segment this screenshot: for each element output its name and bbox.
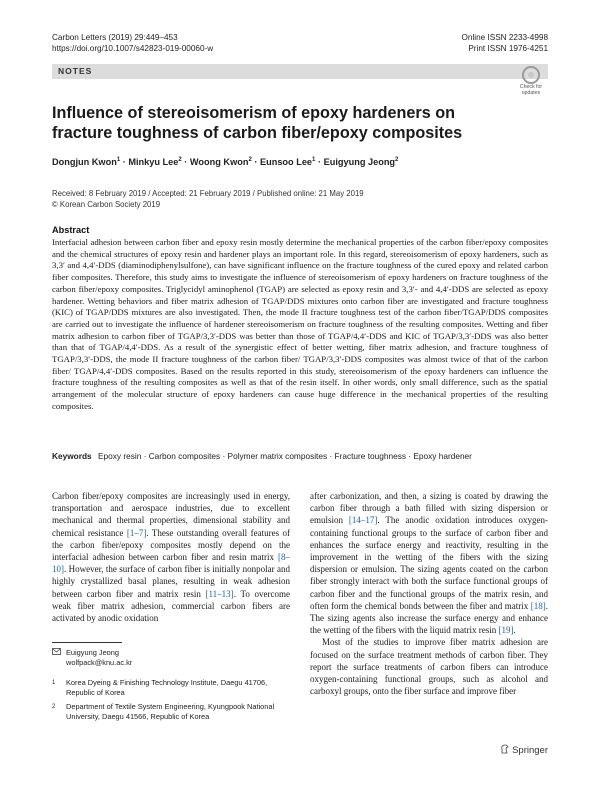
publisher-name: Springer — [512, 745, 548, 756]
badge-text: Check for updates — [519, 84, 543, 96]
body-text: after carbonization, and then, a sizing is coated by drawing the carbon fiber through a bath filled with sizing dispersion or emulsion — [310, 491, 548, 526]
citation-link[interactable]: [19] — [498, 625, 514, 636]
affiliation-footnote — [52, 678, 290, 698]
envelope-icon — [52, 648, 61, 658]
springer-horse-icon — [500, 744, 509, 754]
body-column-right — [310, 490, 548, 697]
author[interactable]: Woong Kwon$^2$ — [189, 157, 252, 168]
affiliation-mark: 2 — [52, 704, 56, 710]
citation-link[interactable]: [1–7] — [126, 527, 147, 538]
received-line: Received: 8 February 2019 / Accepted: 21 February 2019 / Published online: 21 May 2019 — [52, 189, 364, 198]
print-issn: Print ISSN 1976-4251 — [468, 44, 548, 53]
check-for-updates-badge[interactable] — [514, 66, 548, 96]
issn-header — [462, 32, 548, 54]
body-text: . However, the surface of carbon fiber is initially nonpolar and highly crystallized basal planes, resulting in weak adhesion between carbon fiber and matrix resin — [52, 564, 290, 599]
affiliation-text: Department of Textile System Engineering, Kyungpook National University, Daegu 41566, Republic of Korea — [66, 702, 275, 721]
affiliation-footnote — [52, 702, 290, 722]
paper-title: Influence of stereoisomerism of epoxy hardeners on fracture toughness of carbon fiber/epoxy composites — [52, 104, 463, 142]
footnote-divider — [52, 642, 122, 643]
journal-header — [52, 32, 213, 54]
body-text: Most of the studies to improve fiber matrix adhesion are focused on the surface treatment methods of carbon fiber. They report the surface treatments of carbon fibers can introduce oxygen-containing functional groups, such as alcohol and carboxyl groups, onto the fiber surface and improve fiber — [310, 637, 548, 697]
citation-link[interactable]: [14–17] — [348, 515, 378, 526]
check-updates-icon — [522, 66, 540, 84]
body-text: . The sizing agents also increase the surface energy and enhance the wetting of the fibers with the liquid matrix resin — [310, 600, 548, 636]
doi-link[interactable]: https://doi.org/10.1007/s42823-019-00060-w — [52, 44, 214, 53]
section-bar — [52, 64, 548, 79]
affiliation-text: Korea Dyeing & Finishing Technology Institute, Daegu 41706, Republic of Korea — [66, 678, 268, 697]
author[interactable]: Minkyu Lee$^2$ — [128, 157, 182, 168]
keywords-list: Epoxy resin · Carbon composites · Polymer matrix composites · Fracture toughness · Epoxy hardener — [97, 451, 472, 461]
author[interactable]: Dongjun Kwon$^1$ — [52, 157, 121, 168]
body-text: . The anodic oxidation introduces oxygen-containing functional groups to the surface of carbon fiber and enhances the surface energy and reactivity, resulting in the improvement in the wetting of the fibers with the sizing dispersion or emulsion. The sizing agents coated on the carbon fiber strongly interact with both the surface functional groups of carbon fiber and the functional groups of the matrix resin, and often form the chemical bonds between the fiber and matrix — [310, 515, 549, 611]
online-issn: Online ISSN 2233-4998 — [461, 33, 548, 42]
abstract-text: Interfacial adhesion between carbon fiber and epoxy resin mostly determine the mechanical properties of the carbon fiber/epoxy composites and the chemical structures of epoxy resin and hardener plays an important role. In this regard, stereoisomerism of epoxy hardeners, such as 3,3′ and 4,4′-DDS (diaminodiphenylsulfone), can have significant influence on the fracture toughness of the cured epoxy and related carbon fiber composites. Therefore, this study aims to investigate the influence of stereoisomerism of epoxy hardeners on fracture toughness of the carbon fiber/epoxy composites. Triglycidyl aminophenol (TGAP) are selected as epoxy resin and 3,3′- and 4,4′-DDS are selected as epoxy hardener. Wetting behaviors and fiber matrix adhesion of TGAP/DDS mixtures onto carbon fiber are investigated and fracture toughness (KIC) of TGAP/DDS mixtures are also investigated. Then, the mode II fracture toughness test of the carbon fiber/TGAP/DDS composites are carried out to investigate the influence of hardener stereoisomerism on fracture toughness of the resulting composites. Wetting and fiber matrix adhesion to carbon fiber of TGAP/3,3′-DDS was better than those of TGAP/4,4′-DDS and KIC of TGAP/3,3′-DDS was also better than that of TGAP/4,4′-DDS. As a result of the synergistic effect of better wetting, fiber matrix adhesion, and fracture toughness of TGAP/3,3′-DDS, the mode II fracture toughness of the carbon fiber/ TGAP/3,3′-DDS composites was almost twice of that of the carbon fiber/ TGAP/4,4′-DDS composites. Based on the results reported in this study, stereoisomerism of the epoxy hardeners can influence the fracture toughness of the resulting composites as well as that of the resin itself. In other words, only small difference, such as the spatial arrangement of the molecular structure of epoxy hardeners can cause huge difference in the mechanical properties of the resulting composites. — [52, 237, 548, 411]
body-text: . These outstanding overall features of the carbon fiber/epoxy composites mostly depend on the interfacial adhesion between carbon fiber and resin matrix — [52, 527, 291, 563]
body-text: . — [513, 625, 516, 636]
citation-link[interactable]: [11–13] — [205, 588, 234, 599]
body-paragraph — [310, 636, 548, 697]
journal-citation: Carbon Letters (2019) 29:449–453 — [52, 33, 178, 42]
affiliation-mark: 1 — [52, 680, 56, 686]
publication-dates — [52, 189, 364, 210]
body-paragraph — [52, 490, 290, 624]
body-text: . To overcome weak fiber matrix adhesion, commercial carbon fibers are activated by anodic oxidation — [52, 588, 290, 624]
copyright-line: © Korean Carbon Society 2019 — [52, 199, 161, 209]
author[interactable]: Eunsoo Lee$^1$ — [259, 157, 316, 168]
corresponding-email[interactable]: wolfpack@knu.ac.kr — [66, 658, 133, 667]
keywords — [52, 451, 548, 461]
author[interactable]: Euigyung Jeong$^2$ — [323, 157, 399, 168]
abstract-heading: Abstract — [52, 225, 90, 235]
body-paragraph — [310, 490, 548, 636]
section-label: NOTES — [58, 66, 93, 76]
keywords-label: Keywords — [52, 451, 92, 461]
author-separator: · — [254, 157, 258, 168]
citation-link[interactable]: [8–10] — [52, 552, 290, 575]
author-separator: · — [317, 157, 322, 168]
author-separator: · — [184, 157, 188, 168]
publisher-logo — [500, 744, 548, 756]
corresponding-author-footnote — [52, 648, 290, 668]
body-text: Carbon fiber/epoxy composites are increasingly used in energy, transportation and aerospace industries, due to excellent mechanical and thermal properties, dimensional stability and chemical resistance — [52, 491, 290, 538]
corresponding-name: Euigyung Jeong — [66, 648, 120, 657]
citation-link[interactable]: [18] — [530, 600, 546, 611]
body-column-left — [52, 490, 290, 624]
author-list — [52, 157, 398, 167]
author-separator: · — [122, 157, 126, 168]
